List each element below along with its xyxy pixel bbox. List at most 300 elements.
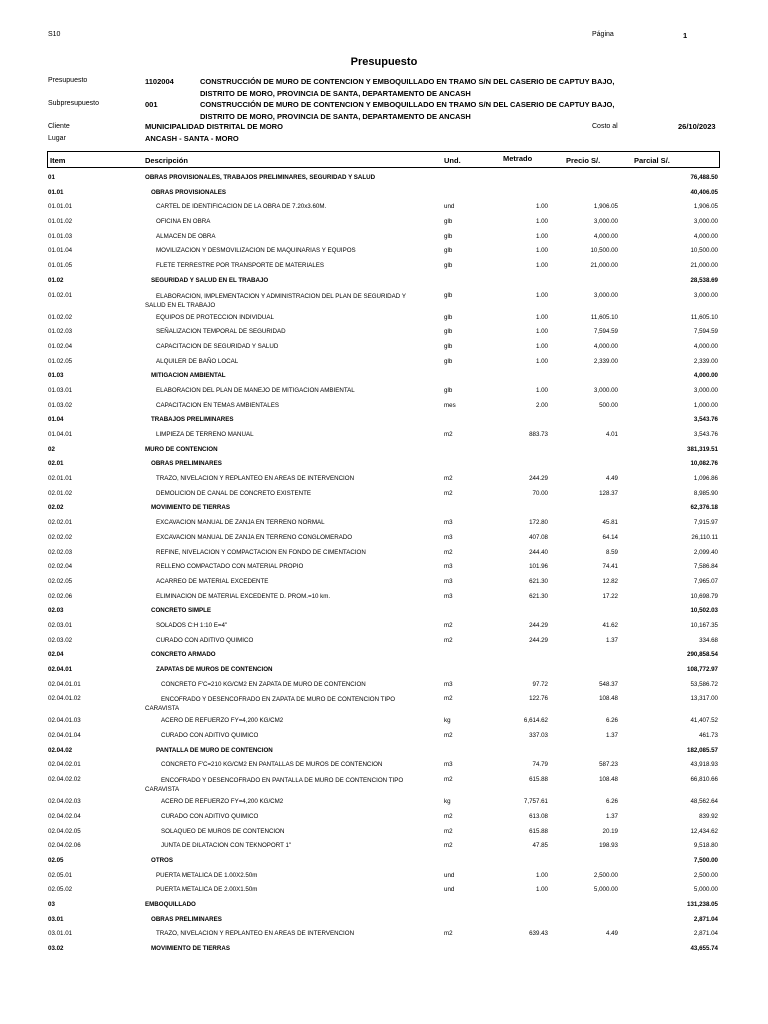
row-metrado: 1.00 xyxy=(535,203,548,211)
row-precio: 4.49 xyxy=(605,930,618,938)
row-precio: 1.37 xyxy=(605,636,618,644)
row-item-code: 03.02 xyxy=(48,945,64,952)
column-header-und: Und. xyxy=(444,156,461,165)
table-row xyxy=(0,693,768,715)
row-item-code: 01.02.01 xyxy=(48,291,73,299)
row-metrado: 1.00 xyxy=(535,232,548,240)
row-item-code: 02.01 xyxy=(48,460,64,468)
table-row xyxy=(0,290,768,312)
row-item-code: 03 xyxy=(48,900,55,908)
row-metrado: 615.88 xyxy=(529,827,548,835)
row-description: SOLADOS C:H 1:10 E=4" xyxy=(156,621,228,629)
table-row xyxy=(0,884,768,899)
row-description: ALMACEN DE OBRA xyxy=(156,232,216,240)
row-description: ENCOFRADO Y DESENCOFRADO EN PANTALLA DE MURO DE CONTENCION TIPO CARAVISTA xyxy=(145,777,404,794)
row-description: TRABAJOS PRELIMINARES xyxy=(151,416,234,424)
row-unit: m2 xyxy=(444,776,453,784)
row-metrado: 244.29 xyxy=(529,475,548,483)
row-description: PANTALLA DE MURO DE CONTENCION xyxy=(156,746,273,754)
row-description: REFINE, NIVELACION Y COMPACTACION EN FONDO DE CIMENTACION xyxy=(156,548,366,556)
table-row xyxy=(0,429,768,444)
row-precio: 2,500.00 xyxy=(593,871,618,879)
row-precio: 1.37 xyxy=(605,732,618,740)
row-item-code: 02.04.01 xyxy=(48,666,73,673)
row-parcial: 4,000.00 xyxy=(693,372,718,380)
row-unit: und xyxy=(444,871,455,879)
row-parcial: 3,000.00 xyxy=(693,386,718,394)
row-metrado: 621.30 xyxy=(529,577,548,585)
row-description: RELLENO COMPACTADO CON MATERIAL PROPIO xyxy=(156,563,304,571)
page-label: Página xyxy=(592,31,614,38)
column-header-item: Item xyxy=(50,156,66,165)
row-parcial: 10,500.00 xyxy=(690,247,718,255)
row-unit: m2 xyxy=(444,489,453,497)
table-row xyxy=(0,943,768,958)
row-parcial: 334.68 xyxy=(699,636,718,644)
row-unit: m3 xyxy=(444,563,453,571)
row-description: FLETE TERRESTRE POR TRANSPORTE DE MATERIALES xyxy=(156,262,325,270)
row-item-code: 03.01 xyxy=(48,915,64,923)
column-header-descripcion: Descripción xyxy=(145,156,188,165)
table-row xyxy=(0,928,768,943)
row-precio: 64.14 xyxy=(602,533,618,541)
row-item-code: 01.04 xyxy=(48,416,64,424)
row-parcial: 28,538.69 xyxy=(690,276,718,284)
row-metrado: 244.29 xyxy=(529,621,548,629)
row-unit: m2 xyxy=(444,732,453,740)
row-precio: 17.22 xyxy=(602,592,618,600)
row-item-code: 02.03.02 xyxy=(48,636,73,644)
row-metrado: 1.00 xyxy=(535,871,548,879)
row-item-code: 02.05.01 xyxy=(48,871,73,879)
row-precio: 21,000.00 xyxy=(590,262,618,270)
row-item-code: 01.01.05 xyxy=(48,262,73,270)
table-header xyxy=(47,151,720,168)
row-description: ELABORACION, IMPLEMENTACION Y ADMINISTRACION DEL PLAN DE SEGURIDAD Y SALUD EN EL TRABAJO xyxy=(145,292,406,309)
table-row xyxy=(0,620,768,635)
row-description: MOVIMIENTO DE TIERRAS xyxy=(151,504,230,512)
row-item-code: 01.04.01 xyxy=(48,431,73,438)
row-precio: 11,605.10 xyxy=(590,313,618,321)
row-item-code: 02.01.02 xyxy=(48,489,73,497)
subpresupuesto-code: 001 xyxy=(145,100,158,109)
table-row xyxy=(0,216,768,231)
row-description: LIMPIEZA DE TERRENO MANUAL xyxy=(156,431,254,438)
row-item-code: 02.04.02.01 xyxy=(48,761,81,769)
row-parcial: 9,518.80 xyxy=(693,842,718,850)
row-precio: 4.49 xyxy=(605,475,618,483)
table-row xyxy=(0,231,768,246)
row-item-code: 01.02.04 xyxy=(48,342,73,350)
row-precio: 4,000.00 xyxy=(593,342,618,350)
presupuesto-desc-line2: DISTRITO DE MORO, PROVINCIA DE SANTA, DEPARTAMENTO DE ANCASH xyxy=(200,89,471,98)
row-description: SEGURIDAD Y SALUD EN EL TRABAJO xyxy=(151,276,269,284)
table-row xyxy=(0,591,768,606)
table-row xyxy=(0,561,768,576)
row-description: MITIGACION AMBIENTAL xyxy=(151,372,226,380)
row-unit: m3 xyxy=(444,533,453,541)
table-row xyxy=(0,400,768,415)
row-description: DEMOLICION DE CANAL DE CONCRETO EXISTENTE xyxy=(156,489,312,497)
row-description: OBRAS PRELIMINARES xyxy=(151,915,222,923)
row-item-code: 01.01.01 xyxy=(48,203,73,211)
table-row xyxy=(0,796,768,811)
table-row xyxy=(0,260,768,275)
lugar-label: Lugar xyxy=(48,135,66,142)
row-parcial: 7,965.07 xyxy=(693,577,718,585)
row-description: OTROS xyxy=(151,856,174,864)
row-parcial: 7,915.97 xyxy=(693,519,718,527)
row-metrado: 613.08 xyxy=(529,812,548,820)
row-precio: 3,000.00 xyxy=(593,386,618,394)
budget-table-body xyxy=(0,172,768,958)
lugar-value: ANCASH - SANTA - MORO xyxy=(145,134,239,143)
row-precio: 8.59 xyxy=(605,548,618,556)
row-description: PUERTA METALICA DE 1.00X2.50m xyxy=(156,871,258,879)
row-metrado: 97.72 xyxy=(532,680,548,688)
row-description: SOLAQUEO DE MUROS DE CONTENCION xyxy=(161,827,285,835)
row-unit: m3 xyxy=(444,761,453,769)
row-precio: 74.41 xyxy=(602,563,618,571)
row-unit: glb xyxy=(444,342,453,350)
row-parcial: 461.73 xyxy=(699,732,718,740)
row-item-code: 02.04.02.06 xyxy=(48,842,81,850)
table-row xyxy=(0,312,768,327)
presupuesto-label: Presupuesto xyxy=(48,77,88,84)
row-item-code: 02.04.01.04 xyxy=(48,732,81,740)
row-parcial: 10,167.35 xyxy=(690,621,718,629)
row-description: ALQUILER DE BAÑO LOCAL xyxy=(156,357,239,365)
row-description: CONCRETO SIMPLE xyxy=(151,607,212,615)
row-description: EXCAVACION MANUAL DE ZANJA EN TERRENO CONGLOMERADO xyxy=(156,533,353,541)
row-item-code: 01.03.02 xyxy=(48,401,73,409)
row-parcial: 131,238.05 xyxy=(687,900,718,908)
row-parcial: 381,319.51 xyxy=(687,445,718,453)
row-precio: 108.48 xyxy=(599,776,618,784)
row-metrado: 244.29 xyxy=(529,636,548,644)
row-metrado: 7,757.61 xyxy=(523,798,548,806)
row-description: JUNTA DE DILATACION CON TEKNOPORT 1" xyxy=(161,842,292,850)
row-item-code: 02.04.02.02 xyxy=(48,776,81,784)
row-item-code: 02.02 xyxy=(48,504,64,512)
row-unit: m2 xyxy=(444,636,453,644)
row-metrado: 615.88 xyxy=(529,776,548,784)
row-item-code: 01.02.02 xyxy=(48,313,73,321)
table-row xyxy=(0,759,768,774)
row-precio: 41.62 xyxy=(602,621,618,629)
table-row xyxy=(0,444,768,459)
row-metrado: 101.96 xyxy=(529,563,548,571)
row-item-code: 02.02.05 xyxy=(48,577,73,585)
table-row xyxy=(0,187,768,202)
table-row xyxy=(0,826,768,841)
row-item-code: 02.02.06 xyxy=(48,592,73,600)
row-item-code: 02 xyxy=(48,445,55,453)
row-unit: glb xyxy=(444,232,453,240)
row-parcial: 3,543.76 xyxy=(693,431,718,438)
row-metrado: 1.00 xyxy=(535,247,548,255)
table-row xyxy=(0,649,768,664)
row-item-code: 01.01 xyxy=(48,188,64,196)
row-parcial: 3,000.00 xyxy=(693,218,718,226)
row-parcial: 13,317.00 xyxy=(690,695,718,703)
row-metrado: 1.00 xyxy=(535,357,548,365)
row-description: ACARREO DE MATERIAL EXCEDENTE xyxy=(156,577,269,585)
page-number: 1 xyxy=(683,31,688,40)
row-precio: 548.37 xyxy=(599,680,618,688)
row-description: OFICINA EN OBRA xyxy=(156,218,211,226)
column-header-metrado: Metrado xyxy=(503,154,533,163)
cliente-value: MUNICIPALIDAD DISTRITAL DE MORO xyxy=(145,122,283,131)
row-unit: glb xyxy=(444,247,453,255)
row-parcial: 290,858.54 xyxy=(687,651,718,659)
column-header-parcial: Parcial S/. xyxy=(634,156,670,165)
row-item-code: 02.02.04 xyxy=(48,563,73,571)
row-description: ELABORACION DEL PLAN DE MANEJO DE MITIGACION AMBIENTAL xyxy=(156,386,355,394)
table-row xyxy=(0,458,768,473)
table-row xyxy=(0,914,768,929)
row-unit: glb xyxy=(444,291,453,299)
row-description: CONCRETO F'C=210 KG/CM2 EN PANTALLAS DE MUROS DE CONTENCION xyxy=(161,761,383,769)
row-description: CURADO CON ADITIVO QUIMICO xyxy=(156,636,254,644)
row-item-code: 03.01.01 xyxy=(48,930,73,938)
table-row xyxy=(0,370,768,385)
row-item-code: 02.04.01.01 xyxy=(48,680,81,688)
row-metrado: 70.00 xyxy=(532,489,548,497)
row-precio: 45.81 xyxy=(602,519,618,527)
row-parcial: 26,110.11 xyxy=(691,533,718,541)
presupuesto-desc-line1: CONSTRUCCIÓN DE MURO DE CONTENCION Y EMBOQUILLADO EN TRAMO S/N DEL CASERIO DE CAPTUY BAJO, xyxy=(200,77,615,86)
row-item-code: 02.04.02.05 xyxy=(48,827,81,835)
row-unit: m3 xyxy=(444,680,453,688)
row-description: EQUIPOS DE PROTECCION INDIVIDUAL xyxy=(156,313,274,321)
table-row xyxy=(0,730,768,745)
row-metrado: 1.00 xyxy=(535,291,548,299)
row-parcial: 2,871.04 xyxy=(693,930,718,938)
row-metrado: 1.00 xyxy=(535,218,548,226)
row-parcial: 1,000.00 xyxy=(693,401,718,409)
row-parcial: 2,500.00 xyxy=(693,871,718,879)
row-item-code: 01.02.03 xyxy=(48,328,73,336)
row-item-code: 02.05 xyxy=(48,856,64,864)
row-metrado: 621.30 xyxy=(529,592,548,600)
presupuesto-code: 1102004 xyxy=(145,77,174,86)
row-description: EMBOQUILLADO xyxy=(145,900,196,908)
row-parcial: 3,543.76 xyxy=(693,416,718,424)
row-unit: m2 xyxy=(444,431,453,438)
row-parcial: 2,099.40 xyxy=(693,548,718,556)
row-unit: glb xyxy=(444,313,453,321)
row-item-code: 02.03 xyxy=(48,607,64,615)
row-description: MOVIMIENTO DE TIERRAS xyxy=(151,945,230,952)
row-unit: und xyxy=(444,203,455,211)
row-precio: 500.00 xyxy=(599,401,618,409)
row-item-code: 01 xyxy=(48,174,55,181)
row-unit: m2 xyxy=(444,930,453,938)
row-description: SEÑALIZACION TEMPORAL DE SEGURIDAD xyxy=(156,328,286,336)
subpresupuesto-desc-line1: CONSTRUCCIÓN DE MURO DE CONTENCION Y EMBOQUILLADO EN TRAMO S/N DEL CASERIO DE CAPTUY BAJO, xyxy=(200,100,615,109)
row-unit: m3 xyxy=(444,519,453,527)
row-parcial: 76,488.50 xyxy=(690,174,718,181)
table-row xyxy=(0,576,768,591)
subpresupuesto-desc-line2: DISTRITO DE MORO, PROVINCIA DE SANTA, DEPARTAMENTO DE ANCASH xyxy=(200,112,471,121)
row-unit: kg xyxy=(444,717,451,725)
row-description: ELIMINACION DE MATERIAL EXCEDENTE D. PROM.=10 km. xyxy=(156,592,331,600)
row-description: MOVILIZACION Y DESMOVILIZACION DE MAQUINARIAS Y EQUIPOS xyxy=(156,247,356,255)
row-description: OBRAS PRELIMINARES xyxy=(151,460,222,468)
table-row xyxy=(0,547,768,562)
row-unit: kg xyxy=(444,798,451,806)
row-metrado: 1.00 xyxy=(535,262,548,270)
row-item-code: 01.02 xyxy=(48,276,64,284)
table-row xyxy=(0,870,768,885)
row-item-code: 02.04.01.02 xyxy=(48,695,81,703)
row-unit: glb xyxy=(444,386,453,394)
table-row xyxy=(0,517,768,532)
table-row xyxy=(0,326,768,341)
row-unit: m2 xyxy=(444,842,453,850)
row-metrado: 74.79 xyxy=(532,761,548,769)
row-description: TRAZO, NIVELACION Y REPLANTEO EN AREAS DE INTERVENCION xyxy=(156,475,355,483)
table-row xyxy=(0,664,768,679)
row-metrado: 1.00 xyxy=(535,342,548,350)
table-row xyxy=(0,605,768,620)
row-unit: m2 xyxy=(444,548,453,556)
row-item-code: 02.01.01 xyxy=(48,475,73,483)
row-parcial: 43,918.93 xyxy=(690,761,718,769)
row-item-code: 02.05.02 xyxy=(48,886,73,894)
row-parcial: 1,906.05 xyxy=(693,203,718,211)
row-description: CURADO CON ADITIVO QUIMICO xyxy=(161,812,259,820)
row-precio: 5,000.00 xyxy=(593,886,618,894)
row-parcial: 62,376.18 xyxy=(690,504,718,512)
row-parcial: 2,871.04 xyxy=(693,915,718,923)
row-parcial: 53,586.72 xyxy=(690,680,718,688)
row-description: PUERTA METALICA DE 2.00X1.50m xyxy=(156,886,258,894)
row-item-code: 02.02.02 xyxy=(48,533,73,541)
row-description: TRAZO, NIVELACION Y REPLANTEO EN AREAS DE INTERVENCION xyxy=(156,930,355,938)
row-metrado: 407.08 xyxy=(529,533,548,541)
row-precio: 1,906.05 xyxy=(593,203,618,211)
row-unit: m3 xyxy=(444,577,453,585)
row-metrado: 1.00 xyxy=(535,886,548,894)
row-parcial: 10,698.79 xyxy=(690,592,718,600)
table-row xyxy=(0,745,768,760)
row-unit: und xyxy=(444,886,455,894)
row-description: CARTEL DE IDENTIFICACION DE LA OBRA DE 7.20x3.60M. xyxy=(156,203,327,211)
row-unit: m2 xyxy=(444,695,453,703)
row-metrado: 2.00 xyxy=(535,401,548,409)
row-precio: 198.93 xyxy=(599,842,618,850)
table-row xyxy=(0,172,768,187)
row-metrado: 122.76 xyxy=(529,695,548,703)
row-metrado: 639.43 xyxy=(529,930,548,938)
row-precio: 4,000.00 xyxy=(593,232,618,240)
row-unit: m2 xyxy=(444,827,453,835)
costo-label: Costo al xyxy=(592,123,618,130)
row-parcial: 43,655.74 xyxy=(690,945,718,952)
row-description: ACERO DE REFUERZO FY=4,200 KG/CM2 xyxy=(161,717,284,725)
row-parcial: 4,000.00 xyxy=(693,232,718,240)
subpresupuesto-label: Subpresupuesto xyxy=(48,100,99,107)
table-row xyxy=(0,245,768,260)
row-description: CAPACITACION DE SEGURIDAD Y SALUD xyxy=(156,342,279,350)
row-precio: 3,000.00 xyxy=(593,291,618,299)
row-description: CAPACITACION EN TEMAS AMBIENTALES xyxy=(156,401,279,409)
row-precio: 2,339.00 xyxy=(593,357,618,365)
table-row xyxy=(0,488,768,503)
row-precio: 12.82 xyxy=(602,577,618,585)
row-metrado: 1.00 xyxy=(535,386,548,394)
row-precio: 3,000.00 xyxy=(593,218,618,226)
row-item-code: 02.02.01 xyxy=(48,519,73,527)
table-row xyxy=(0,774,768,796)
row-precio: 6.26 xyxy=(605,798,618,806)
table-row xyxy=(0,473,768,488)
page-title: Presupuesto xyxy=(350,56,418,68)
table-row xyxy=(0,811,768,826)
row-description: ENCOFRADO Y DESENCOFRADO EN ZAPATA DE MURO DE CONTENCION TIPO CARAVISTA xyxy=(145,696,396,713)
table-row xyxy=(0,840,768,855)
row-item-code: 01.02.05 xyxy=(48,357,73,365)
row-precio: 6.26 xyxy=(605,717,618,725)
row-metrado: 172.80 xyxy=(529,519,548,527)
table-row xyxy=(0,899,768,914)
row-precio: 10,500.00 xyxy=(590,247,618,255)
row-description: OBRAS PROVISIONALES, TRABAJOS PRELIMINARES, SEGURIDAD Y SALUD xyxy=(145,174,376,181)
row-unit: glb xyxy=(444,218,453,226)
row-item-code: 01.01.03 xyxy=(48,232,73,240)
table-row xyxy=(0,385,768,400)
row-item-code: 02.04.01.03 xyxy=(48,717,81,725)
table-row xyxy=(0,679,768,694)
row-precio: 587.23 xyxy=(599,761,618,769)
row-description: ZAPATAS DE MUROS DE CONTENCION xyxy=(156,666,273,673)
row-parcial: 11,605.10 xyxy=(690,313,718,321)
row-parcial: 12,434.62 xyxy=(690,827,718,835)
table-row xyxy=(0,855,768,870)
row-description: CURADO CON ADITIVO QUIMICO xyxy=(161,732,259,740)
row-item-code: 02.04.02.03 xyxy=(48,798,81,806)
row-item-code: 02.04.02.04 xyxy=(48,812,81,820)
row-metrado: 1.00 xyxy=(535,313,548,321)
row-item-code: 02.04 xyxy=(48,651,64,659)
row-parcial: 7,500.00 xyxy=(693,856,718,864)
row-unit: mes xyxy=(444,401,456,409)
row-parcial: 10,082.76 xyxy=(690,460,718,468)
row-precio: 7,594.59 xyxy=(593,328,618,336)
row-unit: glb xyxy=(444,357,453,365)
table-row xyxy=(0,201,768,216)
row-description: OBRAS PROVISIONALES xyxy=(151,188,226,196)
row-parcial: 1,096.86 xyxy=(693,475,718,483)
row-parcial: 7,594.59 xyxy=(693,328,718,336)
row-unit: m2 xyxy=(444,475,453,483)
table-row xyxy=(0,715,768,730)
row-item-code: 01.01.02 xyxy=(48,218,73,226)
row-parcial: 5,000.00 xyxy=(693,886,718,894)
row-parcial: 41,407.52 xyxy=(690,717,718,725)
row-parcial: 4,000.00 xyxy=(693,342,718,350)
table-row xyxy=(0,275,768,290)
row-parcial: 839.92 xyxy=(699,812,718,820)
table-row xyxy=(0,532,768,547)
row-metrado: 244.40 xyxy=(529,548,548,556)
column-header-precio: Precio S/. xyxy=(566,156,601,165)
table-row xyxy=(0,502,768,517)
row-parcial: 2,339.00 xyxy=(693,357,718,365)
row-parcial: 48,562.64 xyxy=(690,798,718,806)
